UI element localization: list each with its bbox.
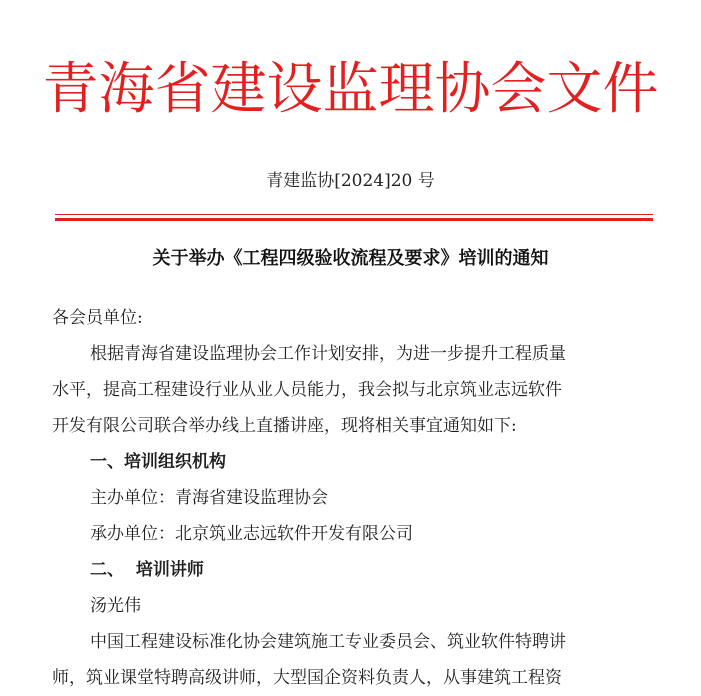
- lecturer-name: 汤光伟: [90, 596, 141, 616]
- section-heading: 二、 培训讲师: [90, 560, 204, 580]
- red-divider-thick: [55, 218, 653, 221]
- notice-title: 关于举办《工程四级验收流程及要求》培训的通知: [152, 248, 549, 269]
- salutation: 各会员单位:: [52, 308, 143, 328]
- organizer-unit: 承办单位：北京筑业志远软件开发有限公司: [90, 524, 413, 544]
- intro-line: 水平，提高工程建设行业从业人员能力，我会拟与北京筑业志远软件: [52, 380, 562, 400]
- host-unit: 主办单位：青海省建设监理协会: [90, 488, 328, 508]
- lecturer-bio-line: 中国工程建设标准化协会建筑施工专业委员会、筑业软件特聘讲: [90, 632, 566, 652]
- lecturer-bio-line: 师，筑业课堂特聘高级讲师，大型国企资料负责人，从事建筑工程资: [52, 668, 562, 688]
- masthead-title: 青海省建设监理协会文件: [42, 57, 659, 122]
- intro-line: 开发有限公司联合举办线上直播讲座，现将相关事宜通知如下:: [52, 416, 517, 436]
- red-divider-thin: [55, 214, 653, 215]
- document-number: 青建监协[2024]20 号: [266, 171, 435, 191]
- section-heading: 一、培训组织机构: [90, 452, 226, 472]
- intro-line: 根据青海省建设监理协会工作计划安排，为进一步提升工程质量: [90, 344, 566, 364]
